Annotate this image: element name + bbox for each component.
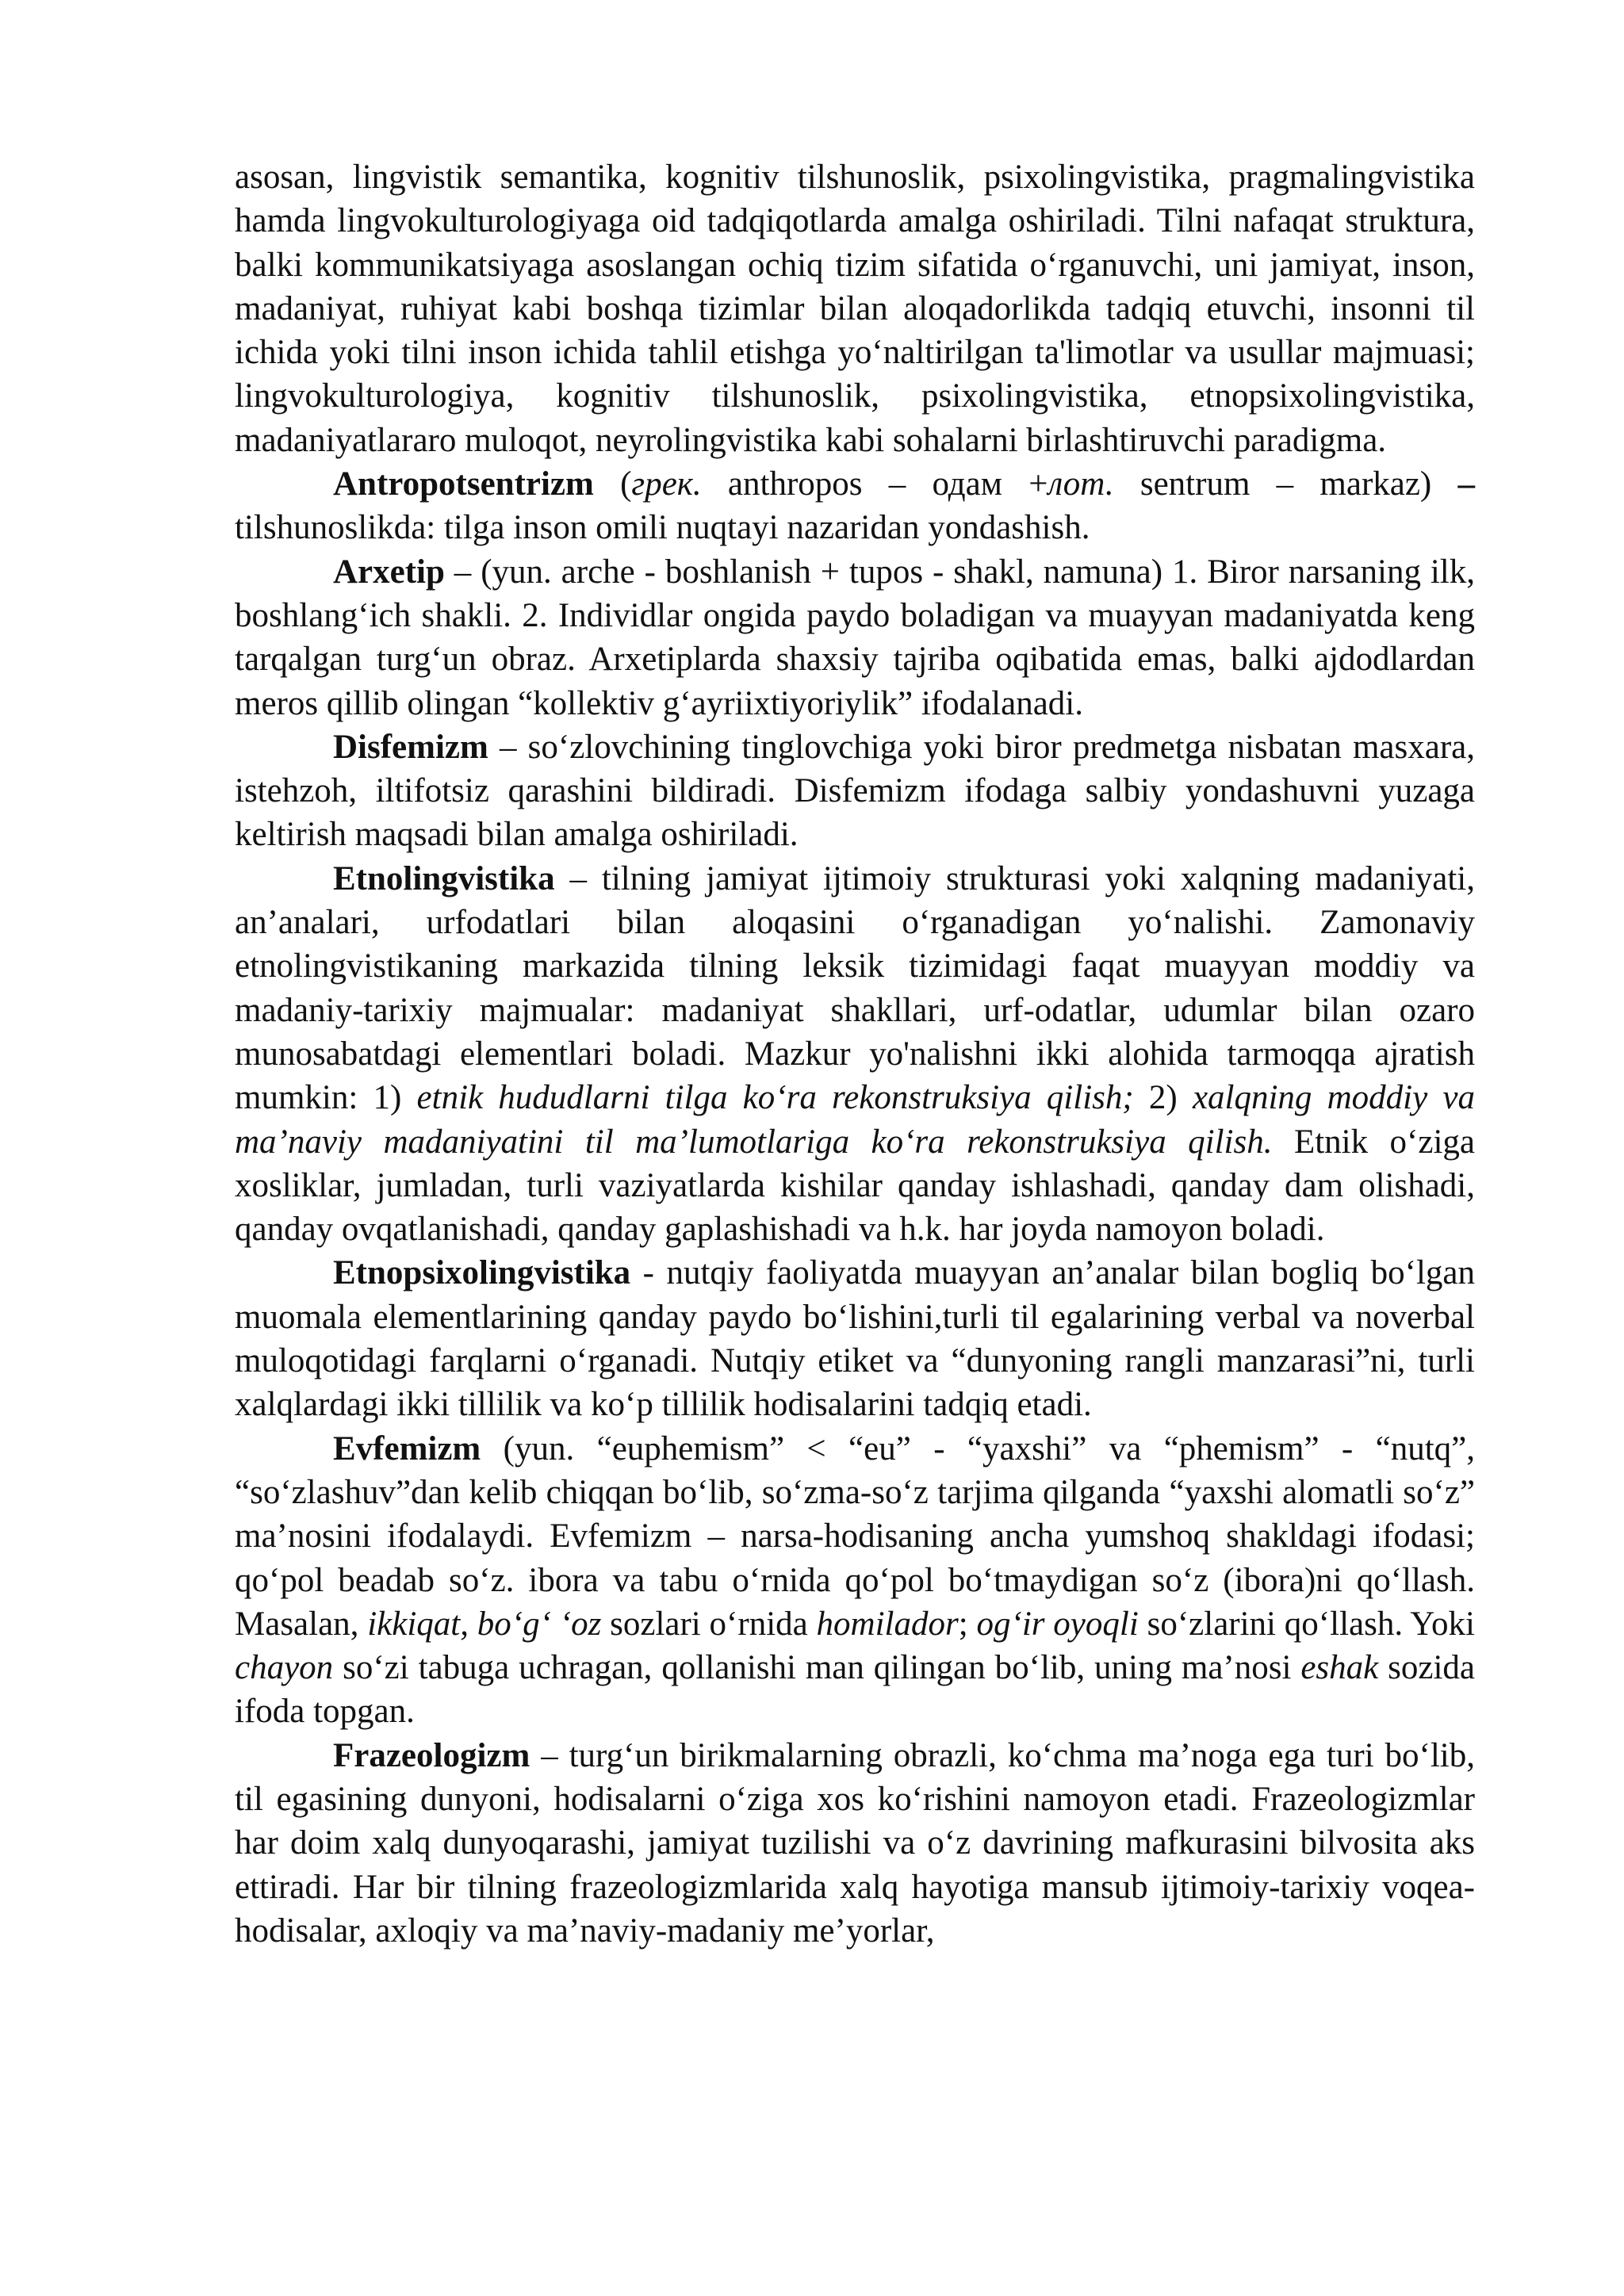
italic-text: xalqning moddiy va ma’naviy madaniyatini til ma’lumotlariga koʻra rekonstruksiya qilish. [235,1079,1475,1161]
body-text: ; [958,1605,977,1643]
body-text: anthropos – одам + [701,465,1048,503]
term-heading: Arxetip [333,553,445,591]
italic-text: лот. [1048,465,1114,503]
body-text: – tilning jamiyat ijtimoiy strukturasi yoki xalqning madaniyati, an’analari, urfodatlari bilan aloqasini oʻrganadigan yoʻnalishi. Zamonaviy etnolingvistikaning markazida tilning leksik tizimidagi faqat muayyan moddiy va madaniy-tarixiy majmualar: madaniyat shakllari, urf-odatlar, udumlar bilan ozaro munosabatdagi elementlari boladi. Mazkur yo'nalishni ikki alohida tarmoqqa ajratish mumkin: 1) [235,859,1475,1117]
body-text: - nutqiy faoliyatda muayyan an’analar bilan bogliq boʻlgan muomala elementlarining qanday paydo boʻlishini,turli til egalarining verbal va noverbal muloqotidagi farqlarni oʻrganadi. Nutqiy etiket va “dunyoning rangli manzarasi”ni, turli xalqlardagi ikki tillilik va koʻp tillilik hodisalarini tadqiq etadi. [235,1254,1475,1424]
italic-text: ikkiqat, boʻgʻ ʻoz [367,1605,602,1643]
body-text: (yun. “euphemism” < “eu” - “yaxshi” va “phemism” - “nutq”, “soʻzlashuv”dan kelib chiqqan boʻlib, soʻzma-soʻz tarjima qilganda “yaxshi alomatli soʻz” ma’nosini ifodalaydi. Evfemizm – narsa-hodisaning ancha yumshoq shakldagi ifodasi; qoʻpol beadab soʻz. ibora va tabu oʻrnida qoʻpol boʻtmaydigan soʻz (ibora)ni qoʻllash. Masalan, [235,1429,1475,1643]
body-text: soʻzlarini qoʻllash. Yoki [1138,1605,1475,1643]
paragraph-evfemizm [235,1427,1475,1734]
term-heading: Frazeologizm [333,1736,530,1774]
body-text: – turgʻun birikmalarning obrazli, koʻchma ma’noga ega turi boʻlib, til egasining dunyoni, hodisalarni oʻziga xos koʻrishini namoyon etadi. Frazeologizmlar har doim xalq dunyoqarashi, jamiyat tuzilishi va oʻz davrining mafkurasini bilvosita aks ettiradi. Har bir tilning frazeologizmlarida xalq hayotiga mansub ijtimoiy-tarixiy voqea-hodisalar, axloqiy va ma’naviy-madaniy me’yorlar, [235,1736,1475,1950]
document-page [235,155,1475,1953]
term-heading: Disfemizm [333,728,488,766]
term-heading: Evfemizm [333,1429,481,1468]
italic-text: chayon [235,1649,334,1687]
paragraph-disfemizm [235,725,1475,857]
paragraph-etnolingvistika [235,857,1475,1252]
body-text: – soʻzlovchining tinglovchiga yoki biror predmetga nisbatan masxara, istehzoh, iltifotsiz qarashini bildiradi. Disfemizm ifodaga salbiy yondashuvni yuzaga keltirish maqsadi bilan amalga oshiriladi. [235,728,1475,854]
body-text: – (yun. arche - boshlanish + tupos - shakl, namuna) 1. Biror narsaning ilk, boshlangʻich shakli. 2. Individlar ongida paydo boladigan va muayyan madaniyatda keng tarqalgan turgʻun obraz. Arxetiplarda shaxsiy tajriba oqibatida emas, balki ajdodlardan meros qillib olingan “kollektiv gʻayriixtiyoriylik” ifodalanadi. [235,553,1475,722]
body-text: sozlari oʻrnida [601,1605,817,1643]
term-heading: Antropotsentrizm [333,465,594,503]
body-text: tilshunoslikda: tilga inson omili nuqtayi nazaridan yondashish. [235,509,1090,547]
term-heading: Etnopsixolingvistika [333,1254,631,1292]
body-text: 2) [1133,1079,1193,1117]
body-text: asosan, lingvistik semantika, kognitiv tilshunoslik, psixolingvistika, pragmalingvistika hamda lingvokulturologiyaga oid tadqiqotlarda amalga oshiriladi. Tilni nafaqat struktura, balki kommunikatsiyaga asoslangan ochiq tizim sifatida oʻrganuvchi, uni jamiyat, inson, madaniyat, ruhiyat kabi boshqa tizimlar bilan aloqadorlikda tadqiq etuvchi, insonni til ichida yoki tilni inson ichida tahlil etishga yoʻnaltirilgan ta'limotlar va usullar majmuasi; lingvokulturologiya, kognitiv tilshunoslik, psixolingvistika, etnopsixolingvistika, madaniyatlararo muloqot, neyrolingvistika kabi sohalarni birlashtiruvchi paradigma. [235,159,1475,459]
italic-text: homilador [816,1605,959,1643]
paragraph-intro-continuation [235,155,1475,462]
body-text: sozida ifoda topgan. [235,1649,1475,1731]
term-heading: Etnolingvistika [333,859,555,897]
paragraph-antropotsentrizm [235,462,1475,550]
paragraph-frazeologizm [235,1734,1475,1953]
term-heading: – [1457,465,1476,503]
body-text: ( [593,465,632,503]
body-text: sentrum – markaz) [1113,465,1458,503]
italic-text: ogʻir oyoqli [976,1605,1139,1643]
paragraph-etnopsixolingvistika [235,1251,1475,1426]
body-text: soʻzi tabuga uchragan, qollanishi man qilingan boʻlib, uning ma’nosi [333,1649,1301,1687]
italic-text: etnik hududlarni tilga koʻra rekonstruksiya qilish; [416,1079,1134,1117]
italic-text: грек. [631,465,702,503]
italic-text: eshak [1300,1649,1379,1687]
paragraph-arxetip [235,550,1475,725]
body-text: Etnik oʻziga xosliklar, jumladan, turli vaziyatlarda kishilar qanday ishlashadi, qanday dam olishadi, qanday ovqatlanishadi, qanday gaplashishadi va h.k. har joyda namoyon boladi. [235,1123,1475,1249]
